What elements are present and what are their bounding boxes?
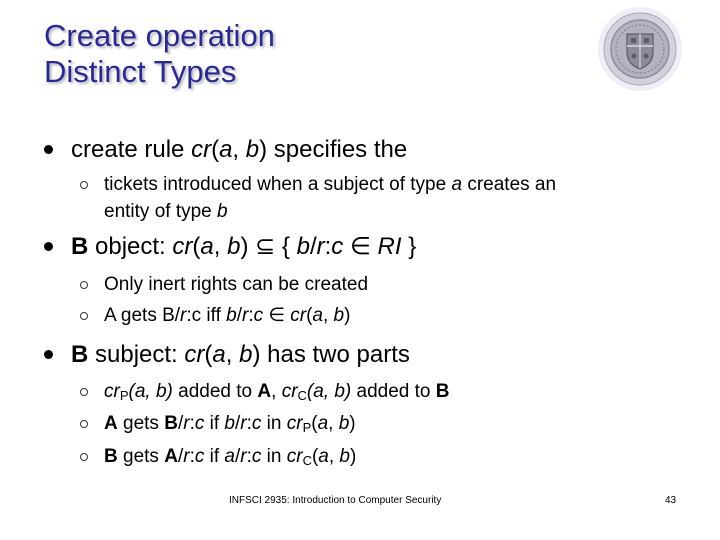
slide-title — [44, 18, 275, 90]
university-seal-logo — [597, 6, 683, 92]
bullet-icon — [80, 181, 88, 189]
title-line-1: Create operation — [44, 18, 275, 53]
bullet-icon — [80, 388, 88, 396]
bullet-icon — [80, 420, 88, 428]
bullet-icon — [44, 350, 53, 359]
bullet-icon — [44, 242, 53, 251]
bullet-icon — [44, 145, 53, 154]
bullet-icon — [80, 453, 88, 461]
footer-course: INFSCI 2935: Introduction to Computer Security — [229, 495, 442, 506]
bullet-icon — [80, 312, 88, 320]
page-number: 43 — [665, 495, 677, 506]
title-line-2: Distinct Types — [44, 54, 237, 89]
bullet-icon — [80, 281, 88, 289]
